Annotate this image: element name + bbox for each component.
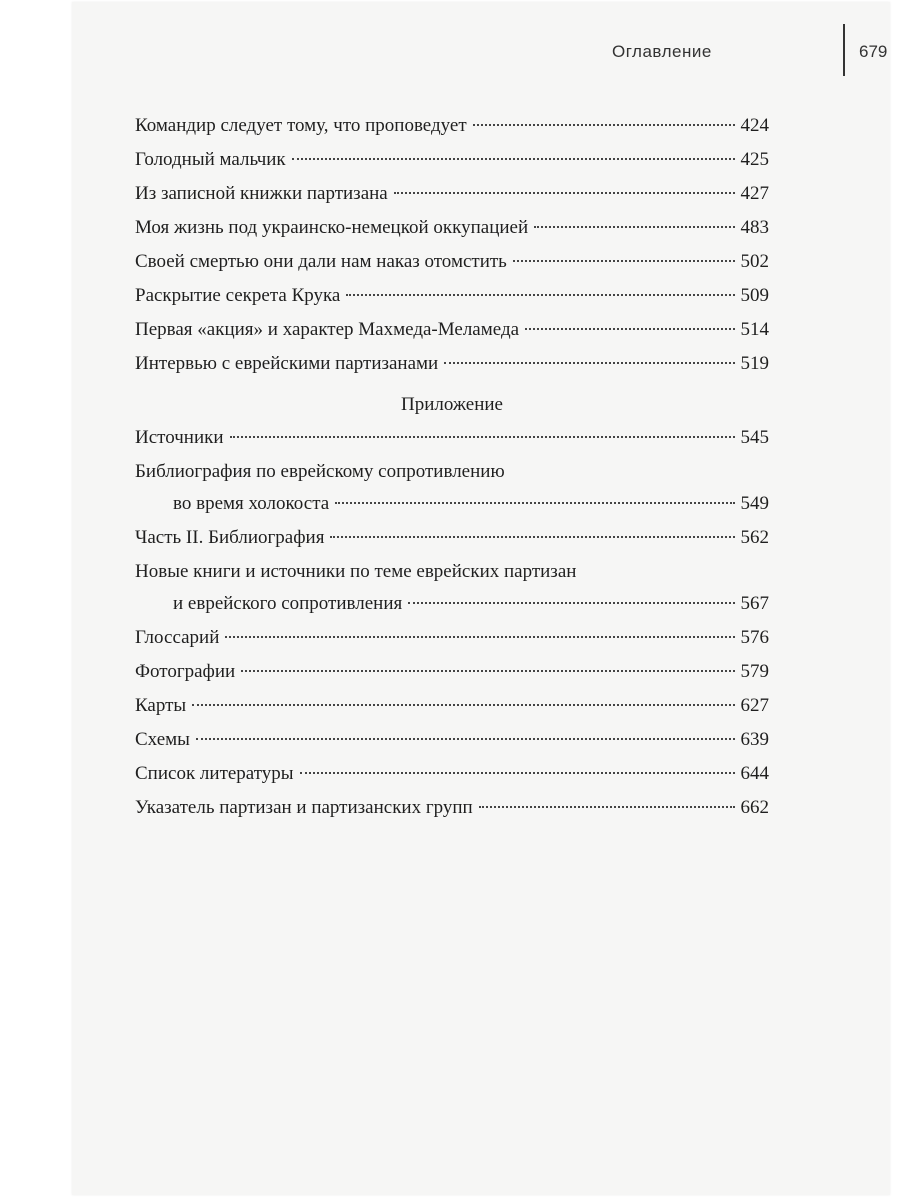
dot-leader [394,192,735,194]
toc-entry-title: Командир следует тому, что проповедует [135,115,467,136]
toc-entry[interactable] [135,110,769,144]
dot-leader [479,806,735,808]
toc-entry[interactable] [135,522,769,556]
toc-entry-title-cont: и еврейского сопротивления [173,593,403,614]
toc-entry-title: Интервью с еврейскими партизанами [135,353,439,374]
toc-entry-page: 483 [740,217,769,238]
toc-entry[interactable] [135,246,769,280]
toc-entry-title: Фотографии [135,661,236,682]
dot-leader [196,738,735,740]
header-divider [843,24,845,76]
toc-entry[interactable] [135,556,769,622]
toc-entry-page: 519 [740,353,769,374]
toc-entry[interactable] [135,758,769,792]
toc-entry[interactable] [135,656,769,690]
toc-entry-title: Глоссарий [135,627,220,648]
dot-leader [408,602,734,604]
dot-leader [292,158,735,160]
toc-entry-page: 627 [740,695,769,716]
toc-entry-title: Моя жизнь под украинско-немецкой оккупацией [135,217,529,238]
toc-entry-title: Голодный мальчик [135,149,286,170]
toc-entry[interactable] [135,422,769,456]
toc-entry-title: Новые книги и источники по теме еврейских партизан [135,561,577,582]
toc-entry-title-cont: во время холокоста [173,493,330,514]
dot-leader [534,226,734,228]
toc-entry-title: Раскрытие секрета Крука [135,285,341,306]
toc-entry-title: Список литературы [135,763,294,784]
toc-entry-title: Схемы [135,729,190,750]
toc-entry[interactable] [135,792,769,826]
toc-entry-page: 514 [740,319,769,340]
toc-entry-page: 424 [740,115,769,136]
toc-entry[interactable] [135,178,769,212]
toc-entry-page: 425 [740,149,769,170]
toc-entry-title: Часть II. Библиография [135,527,325,548]
toc-entry-page: 427 [740,183,769,204]
table-of-contents [135,110,769,826]
toc-entry-page: 639 [740,729,769,750]
dot-leader [473,124,735,126]
dot-leader [330,536,734,538]
toc-entry-title: Указатель партизан и партизанских групп [135,797,473,818]
toc-entry[interactable] [135,280,769,314]
toc-entry-title: Первая «акция» и характер Махмеда-Меламеда [135,319,520,340]
dot-leader [192,704,734,706]
section-heading-appendix: Приложение [401,394,503,415]
toc-entry-page: 509 [740,285,769,306]
toc-entry-page: 644 [740,763,769,784]
dot-leader [513,260,735,262]
toc-entry-page: 545 [740,427,769,448]
dot-leader [241,670,734,672]
toc-entry-title: Из записной книжки партизана [135,183,388,204]
toc-entry[interactable] [135,690,769,724]
dot-leader [230,436,735,438]
page-number: 679 [859,42,888,61]
toc-entry-page: 562 [740,527,769,548]
dot-leader [300,772,735,774]
toc-entry-page: 576 [740,627,769,648]
running-head-title: Оглавление [612,42,712,61]
toc-entry[interactable] [135,622,769,656]
toc-entry[interactable] [135,144,769,178]
toc-entry-page: 549 [740,493,769,514]
toc-entry-title: Своей смертью они дали нам наказ отомстить [135,251,507,272]
dot-leader [335,502,734,504]
toc-entry-page: 579 [740,661,769,682]
toc-entry-page: 662 [740,797,769,818]
toc-entry-page: 567 [740,593,769,614]
toc-entry[interactable] [135,348,769,382]
toc-entry-page: 502 [740,251,769,272]
dot-leader [525,328,734,330]
toc-entry-title: Карты [135,695,187,716]
toc-entry[interactable] [135,212,769,246]
dot-leader [444,362,734,364]
toc-entry-title: Библиография по еврейскому сопротивлению [135,461,505,482]
toc-entry[interactable] [135,456,769,522]
dot-leader [346,294,734,296]
dot-leader [225,636,734,638]
toc-entry-title: Источники [135,427,224,448]
toc-entry[interactable] [135,314,769,348]
toc-entry[interactable] [135,724,769,758]
